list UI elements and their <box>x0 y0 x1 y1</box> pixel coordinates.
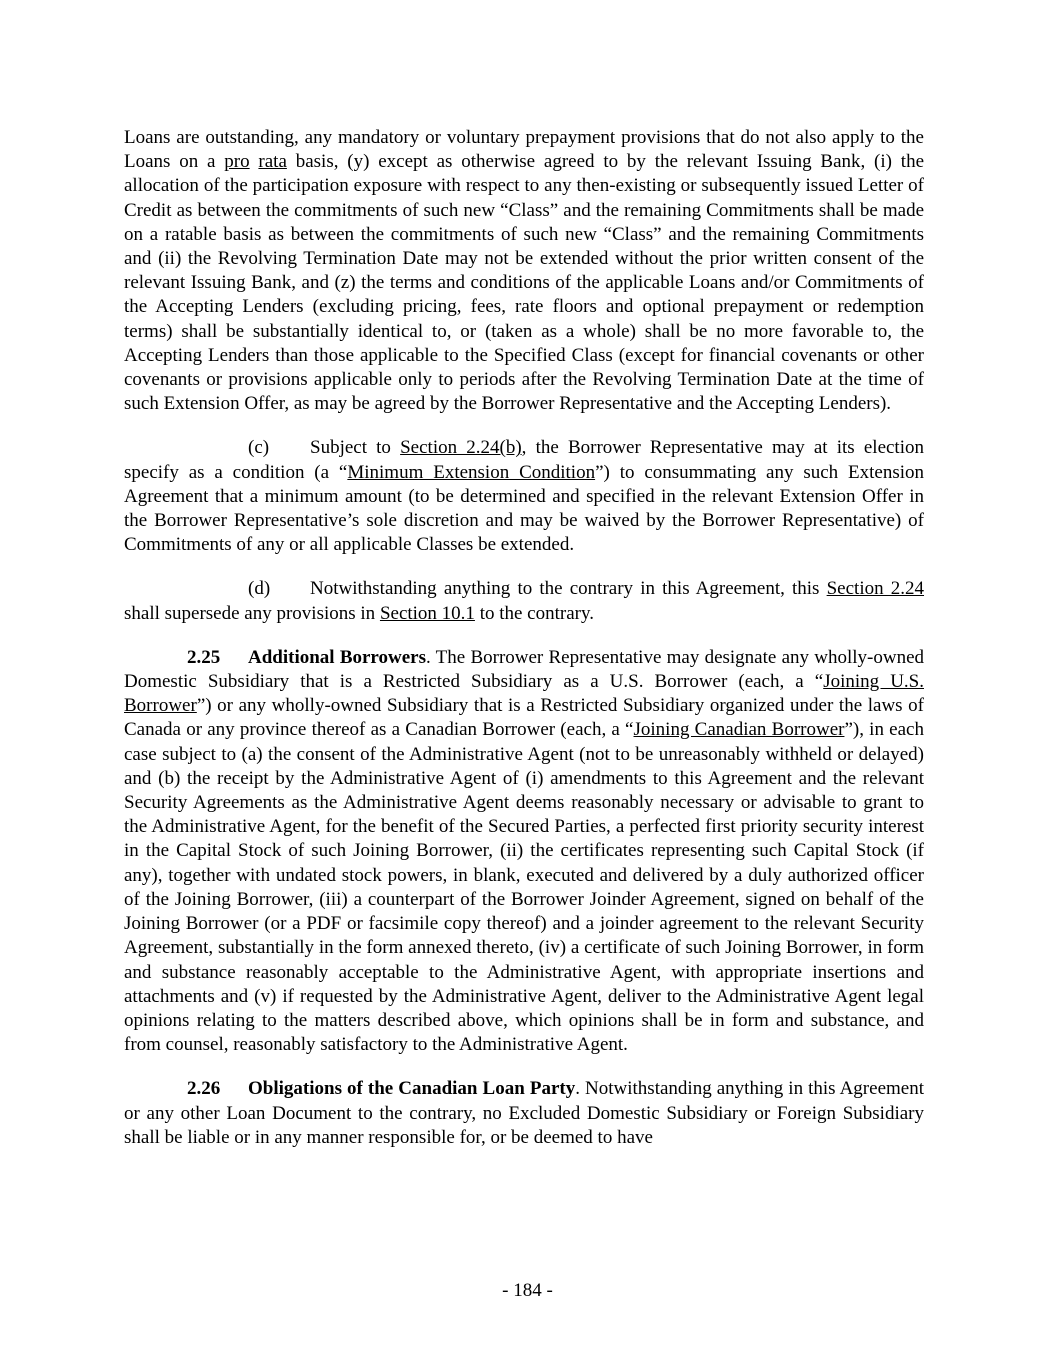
section-reference: Section 2.24(b) <box>400 437 522 459</box>
section-reference: Section 10.1 <box>379 602 475 624</box>
text-run: to the contrary. <box>474 602 594 624</box>
text-run: shall supersede any provisions in <box>124 602 380 624</box>
text-run: . The Borrower Representative may designate any wholly-owned Domestic Subsidiary that is a Restricted Subsidiary as a U.S. Borrower (each, a “ <box>124 646 925 693</box>
clause-label: (c) <box>248 437 270 459</box>
defined-term: Minimum Extension Condition <box>347 461 596 483</box>
section-2-26 <box>124 1077 924 1150</box>
section-number: 2.26 <box>187 1078 221 1100</box>
term-pro: pro <box>224 151 250 173</box>
text-run: ”) or any wholly-owned Subsidiary that is a Restricted Subsidiary organized under the laws of Canada or any province thereof as a Canadian Borrower (each, a “ <box>124 695 924 741</box>
section-reference: Section 2.24 <box>826 578 925 600</box>
clause-d <box>124 577 924 625</box>
page-number: - 184 - <box>502 1280 553 1301</box>
section-number: 2.25 <box>187 646 221 668</box>
text-run: ”), in each case subject to (a) the consent of the Administrative Agent (not to be unreasonably withheld or delayed) and (b) the receipt by the Administrative Agent of (i) amendments to this Agreement and the relevant Security Agreements as the Administrative Agent deems reasonably necessary or advisable to grant to the Administrative Agent, for the benefit of the Secured Parties, a perfected first priority security interest in the Capital Stock of such Joining Borrower, (ii) the certificates representing such Capital Stock (if any), together with undated stock powers, in blank, executed and delivered by a duly authorized officer of the Joining Borrower, (iii) a counterpart of the Borrower Joinder Agreement, signed on behalf of the Joining Borrower (or a PDF or facsimile copy thereof) and a joinder agreement to the relevant Security Agreement, substantially in the form annexed thereto, (iv) a certificate of such Joining Borrower, in form and substance reasonably acceptable to the Administrative Agent, with appropriate insertions and attachments and (v) if requested by the Administrative Agent, deliver to the Administrative Agent legal opinions relating to the matters described above, which opinions shall be in form and substance, and from counsel, reasonably satisfactory to the Administrative Agent. <box>124 719 924 1056</box>
document-page <box>124 126 924 1150</box>
text-run: . Notwithstanding anything in this Agreement or any other Loan Document to the contrary, no Excluded Domestic Subsidiary or Foreign Subsidiary shall be liable or in any manner responsible for, or be deemed to have <box>124 1078 924 1148</box>
text-run: Notwithstanding anything to the contrary in this Agreement, this <box>310 578 827 600</box>
section-heading: Obligations of the Canadian Loan Party <box>248 1078 576 1100</box>
clause-label: (d) <box>248 578 271 600</box>
text-run: basis, (y) except as otherwise agreed to by the relevant Issuing Bank, (i) the allocation of the participation exposure with respect to any then-existing or subsequently issued Letter of Credit as between the commitments of such new “Class” and the remaining Commitments shall be made on a ratable basis as between the commitments of such new “Class” and the remaining Commitments and (ii) the Revolving Termination Date may not be extended without the prior written consent of the relevant Issuing Bank, and (z) the terms and conditions of the applicable Loans and/or Commitments of the Accepting Lenders (excluding pricing, fees, rate floors and optional prepayment or redemption terms) shall be substantially identical to, or (taken as a whole) shall be no more favorable to, the Accepting Lenders than those applicable to the Specified Class (except for financial covenants or other covenants or provisions applicable only to periods after the Revolving Termination Date at the time of such Extension Offer, as may be agreed by the Borrower Representative and the Accepting Lenders). <box>124 151 925 415</box>
defined-term: Joining Canadian Borrower <box>633 719 845 741</box>
text-run: , the Borrower Representative may at its election specify as a condition (a “ <box>124 437 924 483</box>
text-run: ”) to consummating any such Extension Agreement that a minimum amount (to be determined and specified in the relevant Extension Offer in the Borrower Representative’s sole discretion and may be waived by the Borrower Representative) of Commitments of any or all applicable Classes be extended. <box>124 461 925 556</box>
paragraph-continuation <box>124 126 924 416</box>
defined-term: Joining U.S. Borrower <box>124 671 924 717</box>
text-run: Subject to <box>310 437 401 459</box>
section-2-25 <box>124 646 924 1057</box>
term-rata: rata <box>258 151 287 173</box>
text-run: Loans are outstanding, any mandatory or voluntary prepayment provisions that do not also apply to the Loans on a <box>124 127 924 173</box>
clause-c <box>124 436 924 557</box>
section-heading: Additional Borrowers <box>248 646 427 668</box>
